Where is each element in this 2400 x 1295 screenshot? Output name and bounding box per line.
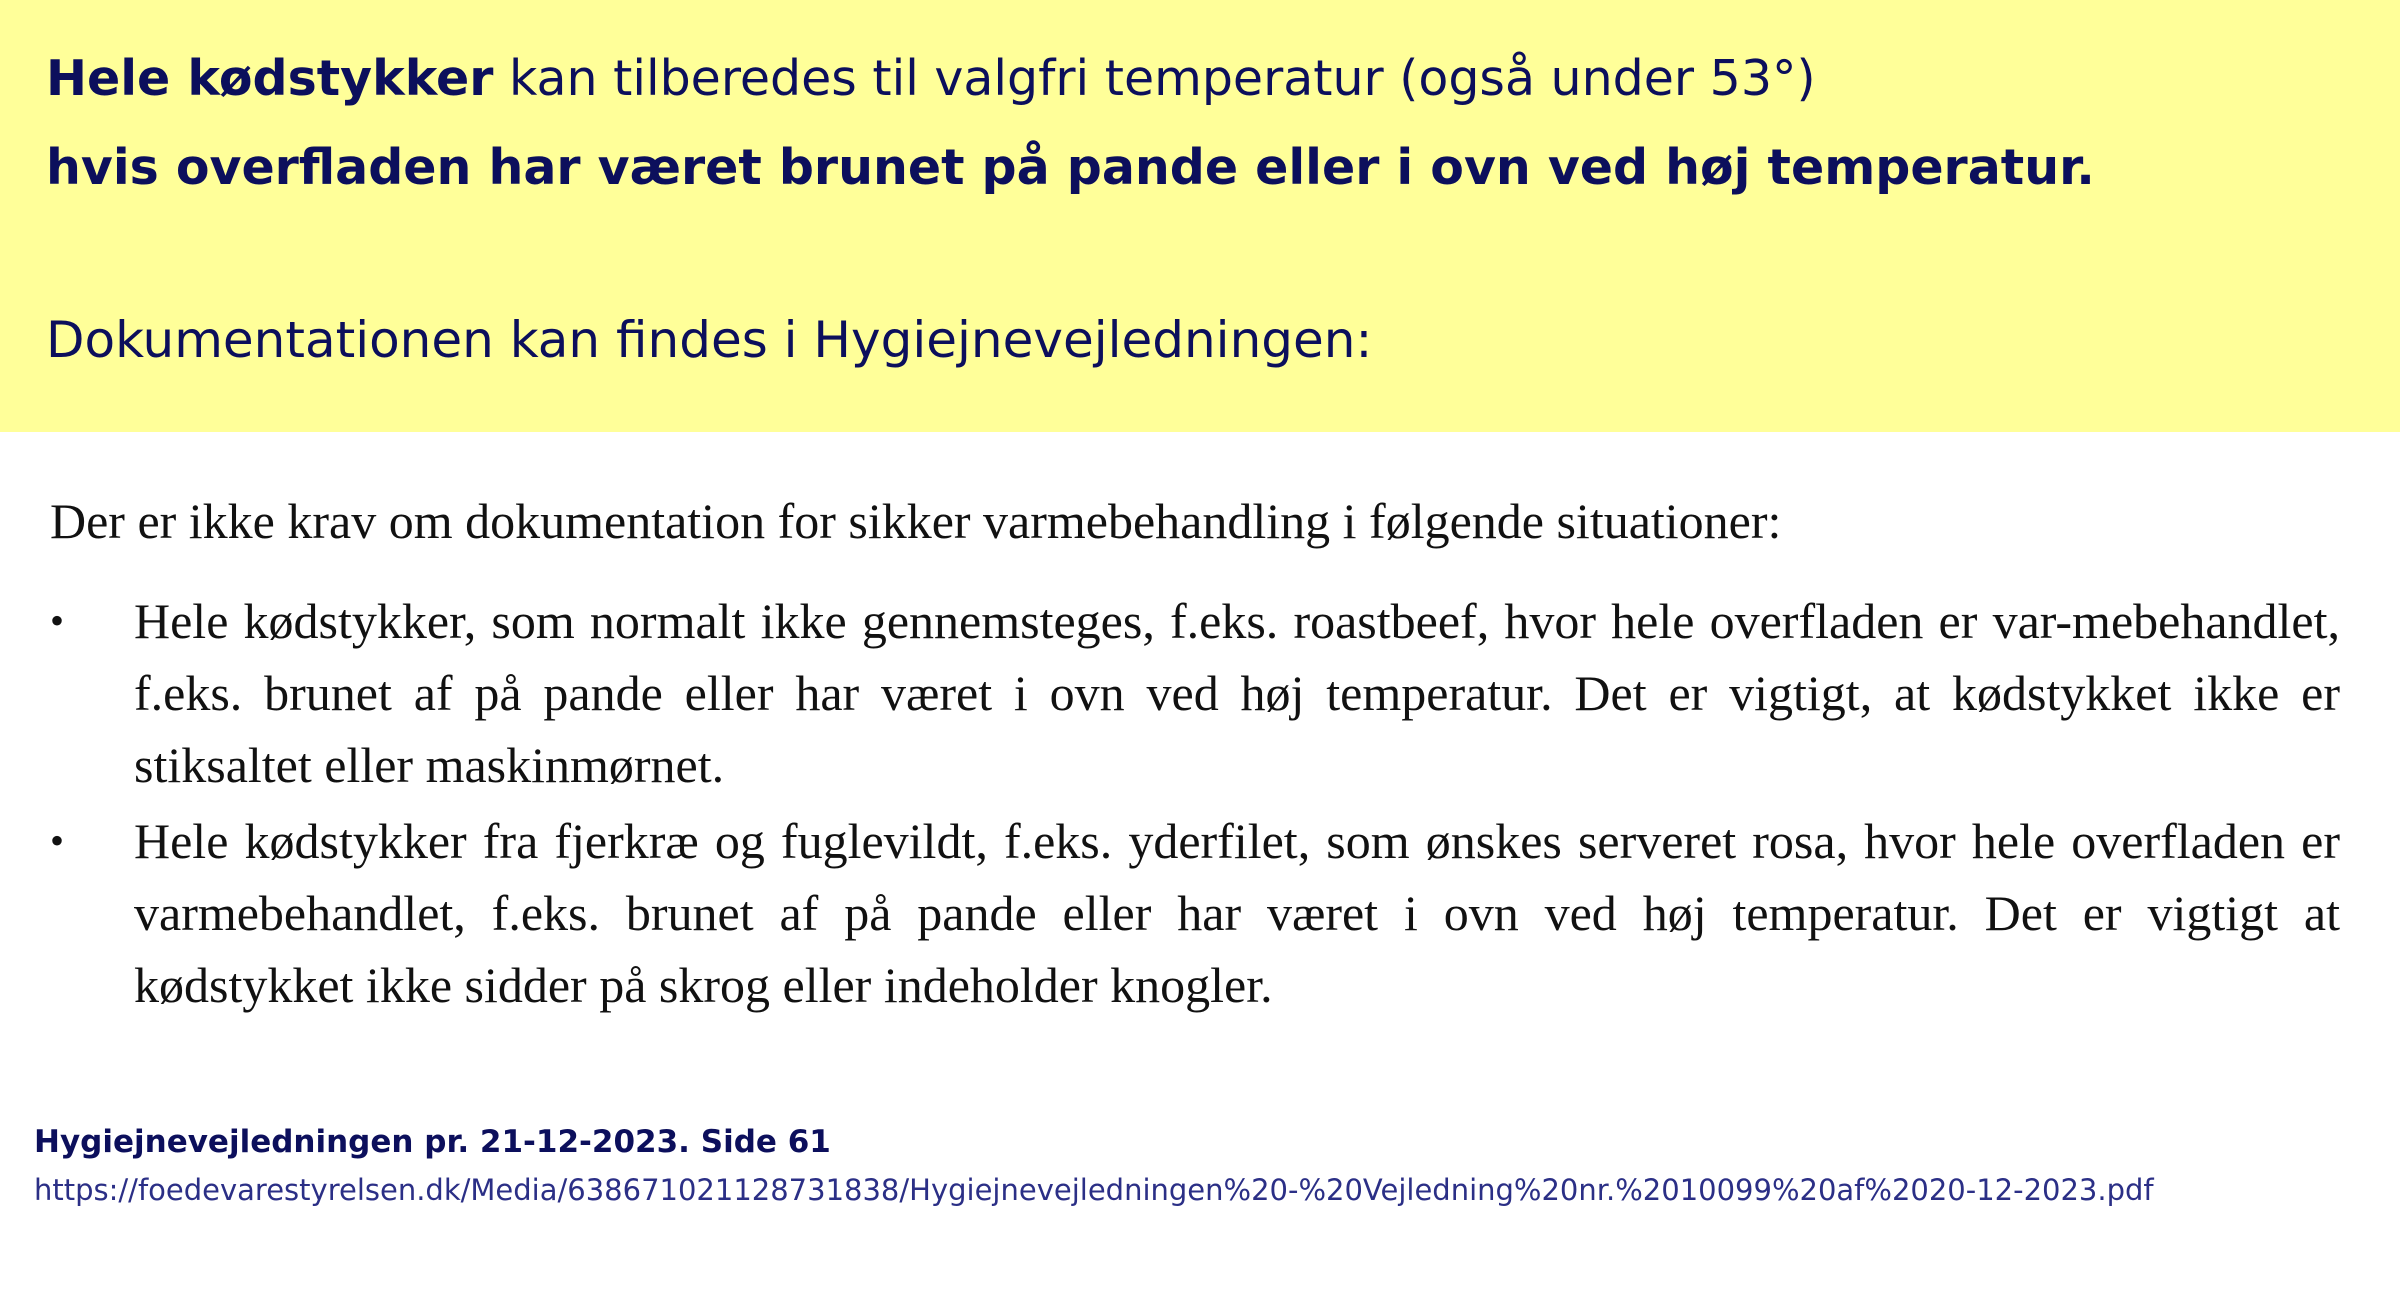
document-excerpt <box>50 485 2340 1025</box>
banner-line-3: Dokumentationen kan findes i Hygiejnevejledningen: <box>46 311 1373 369</box>
banner-line-1 <box>46 50 1816 107</box>
banner-line-2: hvis overfladen har været brunet på pande eller i ovn ved høj temperatur. <box>46 139 2095 196</box>
list-item <box>50 805 2340 1021</box>
list-item-text: Hele kødstykker, som normalt ikke gennemsteges, f.eks. roastbeef, hvor hele overfladen er var-mebehandlet, f.eks. brunet af på pande eller har været i ovn ved høj temperatur. Det er vigtigt, at kødstykket ikke er stiksaltet eller maskinmørnet. <box>134 593 2340 793</box>
document-intro: Der er ikke krav om dokumentation for sikker varmebehandling i følgende situationer: <box>50 493 1782 549</box>
bullet-icon: • <box>50 598 65 643</box>
bullet-icon: • <box>50 818 65 863</box>
list-item <box>50 585 2340 801</box>
list-item-text: Hele kødstykker fra fjerkræ og fuglevildt, f.eks. yderfilet, som ønskes serveret rosa, hvor hele overfladen er varmebehandlet, f.eks. brunet af på pande eller har været i ovn ved høj temperatur. Det er vigtigt at kødstykket ikke sidder på skrog eller indeholder knogler. <box>134 813 2340 1013</box>
banner-line-1-text: kan tilberedes til valgfri temperatur (også under 53°) <box>493 50 1816 107</box>
citation-url-link[interactable]: https://foedevarestyrelsen.dk/Media/638671021128731838/Hygiejnevejledningen%20-%20Vejledning%20nr.%2010099%20af%2020-12-2023.pdf <box>34 1173 2154 1207</box>
document-bullet-list <box>50 585 2340 1021</box>
citation-source: Hygiejnevejledningen pr. 21-12-2023. Side 61 <box>34 1124 831 1160</box>
highlight-banner <box>0 0 2400 432</box>
banner-line-1-emphasis: Hele kødstykker <box>46 50 494 107</box>
